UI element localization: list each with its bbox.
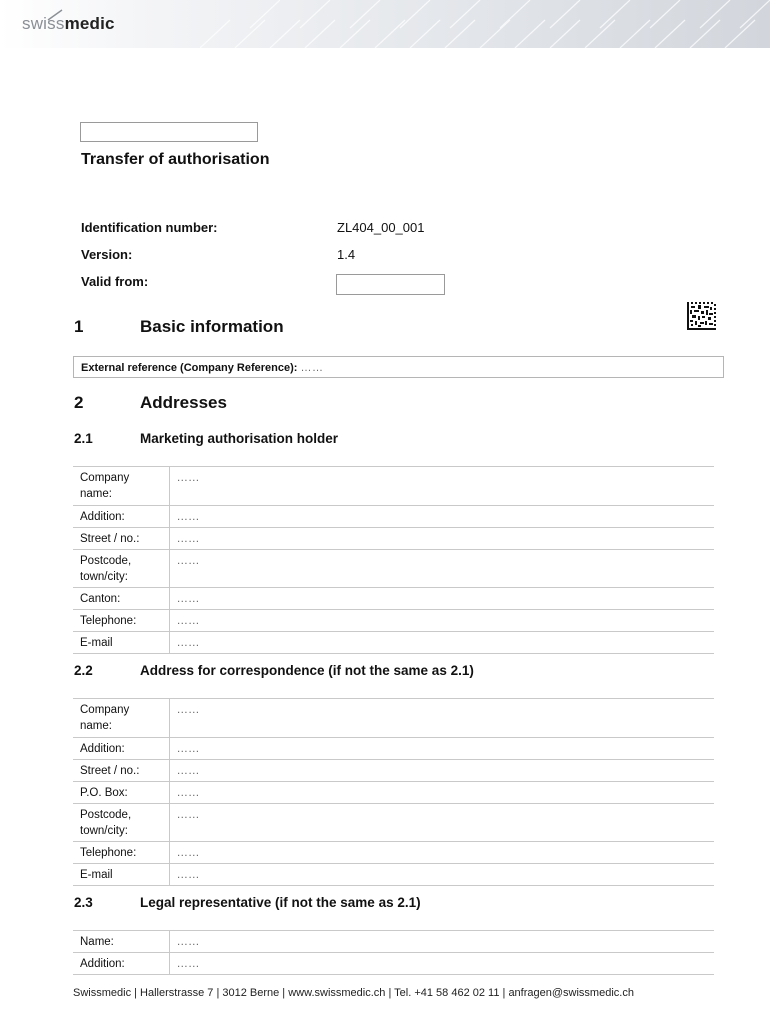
table-row bbox=[73, 528, 714, 550]
section-2-title: Addresses bbox=[140, 393, 227, 412]
identification-number-value: ZL404_00_001 bbox=[337, 220, 425, 235]
correspondence-address-table bbox=[73, 698, 714, 886]
mah-address-table bbox=[73, 466, 714, 654]
row-label: E-mail bbox=[73, 864, 169, 886]
legal-representative-table bbox=[73, 930, 714, 975]
table-row bbox=[73, 588, 714, 610]
section-2-1-title: Marketing authorisation holder bbox=[140, 431, 339, 446]
title-field-box[interactable] bbox=[80, 122, 258, 142]
swissmedic-logo bbox=[22, 14, 115, 34]
section-1-title: Basic information bbox=[140, 317, 284, 336]
table-row bbox=[73, 738, 714, 760]
row-label: Telephone: bbox=[73, 610, 169, 632]
row-label: Postcode, town/city: bbox=[73, 804, 169, 842]
row-label: Canton: bbox=[73, 588, 169, 610]
row-label: Telephone: bbox=[73, 842, 169, 864]
section-2-number: 2 bbox=[74, 393, 84, 412]
header-pattern bbox=[0, 0, 770, 48]
external-reference-value: …… bbox=[300, 362, 324, 374]
version-label: Version: bbox=[81, 247, 133, 262]
row-label: Postcode, town/city: bbox=[73, 550, 169, 588]
row-label: E-mail bbox=[73, 632, 169, 654]
row-value-field[interactable]: …… bbox=[169, 506, 714, 528]
table-row bbox=[73, 842, 714, 864]
row-label: Addition: bbox=[73, 506, 169, 528]
row-label: Company name: bbox=[73, 699, 169, 738]
row-value-field[interactable]: …… bbox=[169, 550, 714, 588]
table-row bbox=[73, 699, 714, 738]
page-footer: Swissmedic | Hallerstrasse 7 | 3012 Berne | www.swissmedic.ch | Tel. +41 58 462 02 11 | anfragen@swissmedic.ch bbox=[73, 987, 634, 999]
row-label: Street / no.: bbox=[73, 528, 169, 550]
table-row bbox=[73, 506, 714, 528]
row-label: Name: bbox=[73, 931, 169, 953]
identification-number-label: Identification number: bbox=[81, 220, 218, 235]
table-row bbox=[73, 782, 714, 804]
row-value-field[interactable]: …… bbox=[169, 804, 714, 842]
row-value-field[interactable]: …… bbox=[169, 864, 714, 886]
table-row bbox=[73, 550, 714, 588]
logo-medic: medic bbox=[64, 14, 115, 33]
section-2-2-number: 2.2 bbox=[74, 663, 93, 678]
section-2-1-number: 2.1 bbox=[74, 431, 93, 446]
row-value-field[interactable]: …… bbox=[169, 632, 714, 654]
row-value-field[interactable]: …… bbox=[169, 528, 714, 550]
row-value-field[interactable]: …… bbox=[169, 842, 714, 864]
table-row bbox=[73, 760, 714, 782]
table-row bbox=[73, 864, 714, 886]
row-value-field[interactable]: …… bbox=[169, 760, 714, 782]
logo-swiss: swiss bbox=[22, 14, 65, 33]
valid-from-label: Valid from: bbox=[81, 274, 149, 289]
section-2-3-title: Legal representative (if not the same as 2.1) bbox=[140, 895, 421, 910]
version-value: 1.4 bbox=[337, 247, 356, 262]
table-row bbox=[73, 953, 714, 975]
row-label: P.O. Box: bbox=[73, 782, 169, 804]
section-1-number: 1 bbox=[74, 317, 84, 336]
table-row bbox=[73, 931, 714, 953]
row-value-field[interactable]: …… bbox=[169, 610, 714, 632]
row-value-field[interactable]: …… bbox=[169, 782, 714, 804]
row-label: Company name: bbox=[73, 467, 169, 506]
header-band bbox=[0, 0, 770, 48]
external-reference-field[interactable] bbox=[73, 356, 724, 378]
row-value-field[interactable]: …… bbox=[169, 467, 714, 506]
table-row bbox=[73, 632, 714, 654]
row-label: Street / no.: bbox=[73, 760, 169, 782]
section-2-2-title: Address for correspondence (if not the same as 2.1) bbox=[140, 663, 474, 678]
document-title: Transfer of authorisation bbox=[81, 151, 270, 168]
row-value-field[interactable]: …… bbox=[169, 588, 714, 610]
section-2-3-number: 2.3 bbox=[74, 895, 93, 910]
row-value-field[interactable]: …… bbox=[169, 953, 714, 975]
external-reference-label: External reference (Company Reference): bbox=[81, 362, 298, 374]
table-row bbox=[73, 467, 714, 506]
row-value-field[interactable]: …… bbox=[169, 931, 714, 953]
row-value-field[interactable]: …… bbox=[169, 699, 714, 738]
valid-from-field[interactable] bbox=[336, 274, 445, 295]
row-label: Addition: bbox=[73, 738, 169, 760]
row-label: Addition: bbox=[73, 953, 169, 975]
table-row bbox=[73, 610, 714, 632]
table-row bbox=[73, 804, 714, 842]
datamatrix-code-icon bbox=[687, 302, 716, 330]
row-value-field[interactable]: …… bbox=[169, 738, 714, 760]
